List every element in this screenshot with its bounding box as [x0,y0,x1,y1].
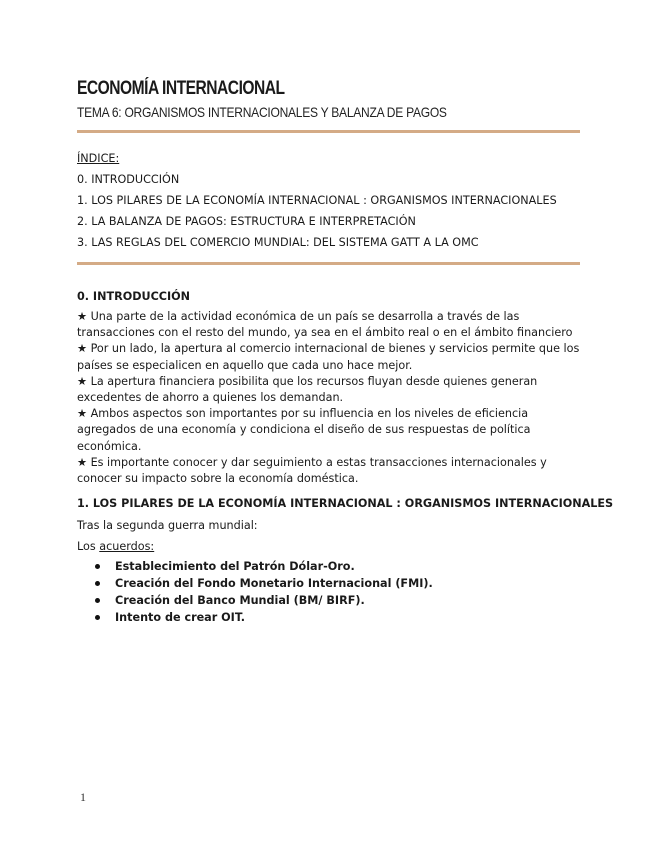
agreement-item [95,575,580,592]
intro-section [77,289,580,487]
agreement-item [95,592,580,609]
agreement-text: Establecimiento del Patrón Dólar-Oro. [115,560,355,573]
divider-rule [77,262,580,265]
after-war-text: Tras la segunda guerra mundial: [77,519,258,532]
intro-bullets [77,309,580,487]
divider-rule [77,130,580,133]
index-item: 1. LOS PILARES DE LA ECONOMÍA INTERNACIONAL : ORGANISMOS INTERNACIONALES [77,194,557,207]
index-item: 0. INTRODUCCIÓN [77,173,180,186]
pillars-section [77,496,614,626]
index-item: 3. LAS REGLAS DEL COMERCIO MUNDIAL: DEL SISTEMA GATT A LA OMC [77,236,479,249]
index-item: 2. LA BALANZA DE PAGOS: ESTRUCTURA E INTERPRETACIÓN [77,215,416,228]
agreement-text: Intento de crear OIT. [115,611,245,624]
intro-bullet: ★ Ambos aspectos son importantes por su influencia en los niveles de eficiencia agregados de una economía y condiciona el diseño de sus respuestas de política económica. [77,407,531,453]
document-subtitle: TEMA 6: ORGANISMOS INTERNACIONALES Y BALANZA DE PAGOS [77,104,447,120]
intro-bullet: ★ Por un lado, la apertura al comercio internacional de bienes y servicios permite que los países se especialicen en aquello que cada uno hace mejor. [77,342,580,372]
intro-title: 0. INTRODUCCIÓN [77,290,191,303]
index-section [77,148,557,253]
agreement-text: Creación del Fondo Monetario Internacional (FMI). [115,577,433,590]
agreements-prefix: Los [77,540,100,553]
bullet-dot-icon [95,615,100,620]
index-heading: ÍNDICE: [77,152,120,165]
page-number: 1 [80,790,86,804]
agreements-word: acuerdos: [99,540,155,553]
bullet-dot-icon [95,598,100,603]
agreements-list [77,558,580,626]
document-title: ECONOMÍA INTERNACIONAL [77,78,285,99]
intro-bullet: ★ Es importante conocer y dar seguimiento a estas transacciones internacionales y conocer su impacto sobre la economía doméstica. [77,455,547,486]
intro-bullet: ★ La apertura financiera posibilita que los recursos fluyan desde quienes generan excedentes de ahorro a quienes los demandan. [77,374,538,405]
bullet-dot-icon [95,581,100,586]
agreements-label [77,539,580,555]
bullet-dot-icon [95,564,100,569]
agreement-item [95,609,580,626]
agreement-item [95,558,580,575]
intro-bullet: ★ Una parte de la actividad económica de un país se desarrolla a través de las transacciones con el resto del mundo, ya sea en el ámbito real o en el ámbito financiero [77,310,573,340]
agreement-text: Creación del Banco Mundial (BM/ BIRF). [115,594,365,607]
pillars-title: 1. LOS PILARES DE LA ECONOMÍA INTERNACIONAL : ORGANISMOS INTERNACIONALES [77,497,614,510]
